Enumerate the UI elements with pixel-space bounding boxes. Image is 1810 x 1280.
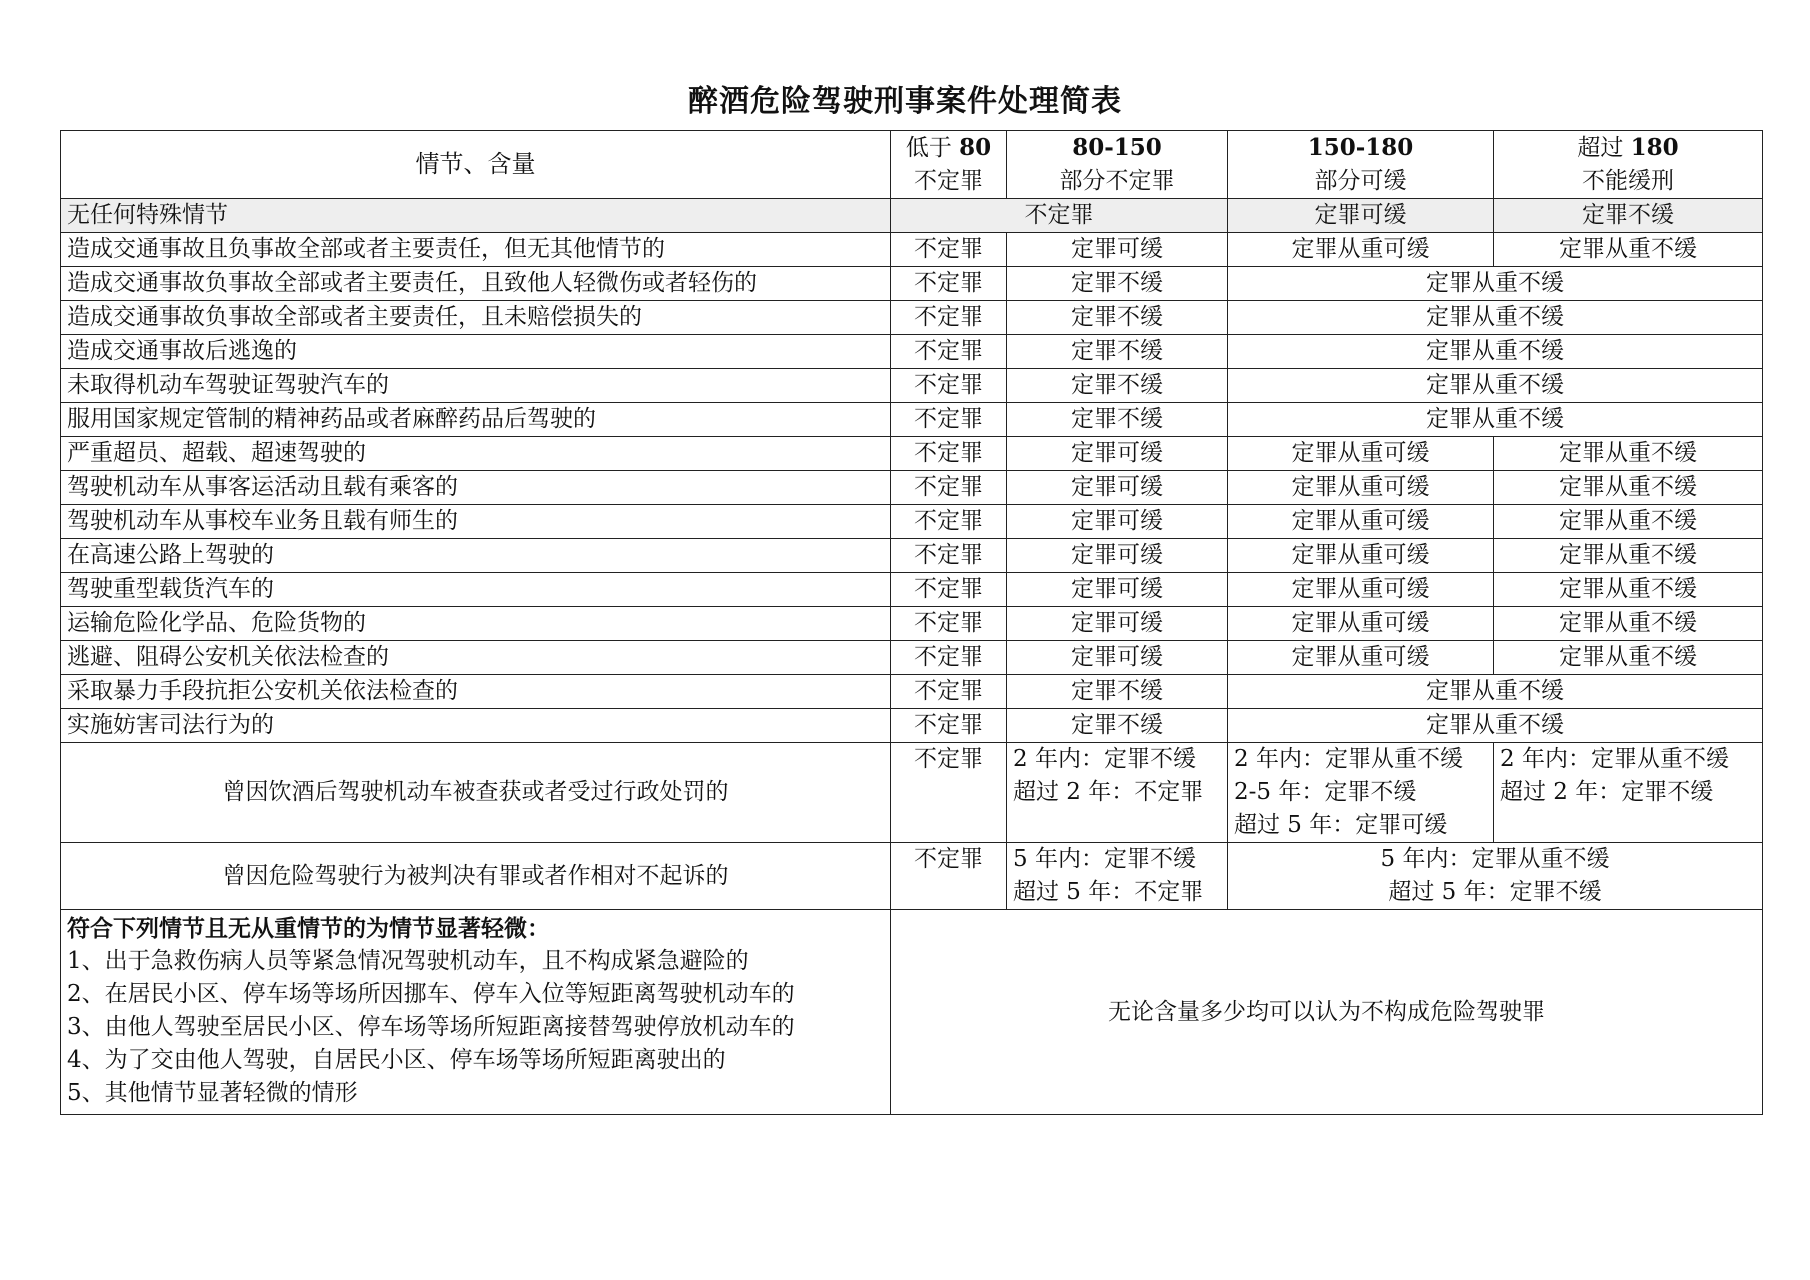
row-cell: 定罪可缓: [1007, 505, 1228, 539]
row-cell: 定罪从重不缓: [1494, 641, 1763, 675]
note-item: 4、为了交由他人驾驶，自居民小区、停车场等场所短距离驶出的: [67, 1047, 726, 1073]
cell-line: 超过 5 年：定罪可缓: [1234, 812, 1448, 838]
row-cell: 定罪从重不缓: [1228, 675, 1763, 709]
table-row: [61, 471, 1763, 505]
table-row: [61, 607, 1763, 641]
cell-line: 超过 2 年：不定罪: [1013, 779, 1204, 805]
row-label: 驾驶重型载货汽车的: [61, 573, 891, 607]
row-cell: 不定罪: [891, 369, 1007, 403]
row-cell: 定罪从重可缓: [1228, 471, 1494, 505]
row-cell: 定罪可缓: [1007, 573, 1228, 607]
row-label: 曾因危险驾驶行为被判决有罪或者作相对不起诉的: [61, 843, 891, 910]
row-cell: 不定罪: [891, 539, 1007, 573]
page-title: 醉酒危险驾驶刑事案件处理简表: [688, 84, 1122, 119]
row-cell: 定罪从重不缓: [1228, 335, 1763, 369]
row-cell: 定罪从重可缓: [1228, 641, 1494, 675]
cell-line: 2 年内：定罪从重不缓: [1500, 746, 1729, 772]
row-cell: 不定罪: [891, 233, 1007, 267]
table-row: [61, 709, 1763, 743]
row-cell: 定罪可缓: [1007, 607, 1228, 641]
row-label: 造成交通事故且负事故全部或者主要责任，但无其他情节的: [61, 233, 891, 267]
header-col-1-sub: 不定罪: [914, 168, 983, 194]
row-label: 实施妨害司法行为的: [61, 709, 891, 743]
table-row: [61, 675, 1763, 709]
cell-line: 2 年内：定罪从重不缓: [1234, 746, 1463, 772]
header-col-1-num: 80: [959, 134, 992, 161]
row-cell: 定罪不缓: [1494, 199, 1763, 233]
table-row-prior-conviction: [61, 843, 1763, 910]
table-row: [61, 267, 1763, 301]
header-col-4: [1494, 131, 1763, 199]
row-cell: 不定罪: [891, 335, 1007, 369]
row-cell: 不定罪: [891, 743, 1007, 843]
table-row-minor-circumstances: [61, 910, 1763, 1115]
cell-line: 5 年内：定罪从重不缓: [1380, 846, 1610, 872]
row-label: 运输危险化学品、危险货物的: [61, 607, 891, 641]
cell-line: 超过 5 年：不定罪: [1013, 879, 1204, 905]
row-cell: 不定罪: [891, 505, 1007, 539]
table-row: [61, 199, 1763, 233]
cell-line: 2 年内：定罪不缓: [1013, 746, 1196, 772]
row-cell: 定罪可缓: [1007, 641, 1228, 675]
row-cell: 定罪从重可缓: [1228, 539, 1494, 573]
header-col-3-sub: 部分可缓: [1314, 168, 1407, 194]
cell-line: 超过 2 年：定罪不缓: [1500, 779, 1714, 805]
row-cell: 定罪从重不缓: [1494, 573, 1763, 607]
table-row: [61, 403, 1763, 437]
row-cell: 不定罪: [891, 301, 1007, 335]
row-label: 曾因饮酒后驾驶机动车被查获或者受过行政处罚的: [61, 743, 891, 843]
header-col-4-num: 180: [1630, 134, 1679, 161]
case-table: [60, 130, 1763, 1115]
row-cell: 不定罪: [891, 471, 1007, 505]
row-cell: 定罪可缓: [1007, 471, 1228, 505]
row-cell: 不定罪: [891, 573, 1007, 607]
row-label: 造成交通事故负事故全部或者主要责任，且未赔偿损失的: [61, 301, 891, 335]
row-cell: 定罪从重不缓: [1494, 607, 1763, 641]
row-cell: 定罪不缓: [1007, 301, 1228, 335]
row-cell: 定罪从重可缓: [1228, 437, 1494, 471]
table-row: [61, 233, 1763, 267]
row-cell: 不定罪: [891, 199, 1228, 233]
row-label: 严重超员、超载、超速驾驶的: [61, 437, 891, 471]
header-row: [61, 131, 1763, 199]
row-cell: 定罪从重不缓: [1228, 369, 1763, 403]
note-cell: [61, 910, 891, 1115]
row-label: 逃避、阻碍公安机关依法检查的: [61, 641, 891, 675]
row-label: 在高速公路上驾驶的: [61, 539, 891, 573]
row-cell: 定罪从重不缓: [1494, 233, 1763, 267]
table-row-prior-drunk-driving: [61, 743, 1763, 843]
cell-line: 5 年内：定罪不缓: [1013, 846, 1196, 872]
row-cell: 不定罪: [891, 267, 1007, 301]
row-cell: [1007, 743, 1228, 843]
table-row: [61, 505, 1763, 539]
row-cell: 定罪从重可缓: [1228, 505, 1494, 539]
row-cell: 定罪从重不缓: [1494, 437, 1763, 471]
header-col-4-prefix: 超过: [1577, 135, 1631, 161]
header-circumstance: 情节、含量: [61, 131, 891, 199]
table-row: [61, 437, 1763, 471]
row-cell: 不定罪: [891, 675, 1007, 709]
header-col-4-sub: 不能缓刑: [1582, 168, 1674, 194]
row-cell: [1228, 743, 1494, 843]
header-col-2-num: 80-150: [1072, 134, 1162, 161]
note-item: 2、在居民小区、停车场等场所因挪车、停车入位等短距离驾驶机动车的: [67, 981, 795, 1007]
header-col-2: [1007, 131, 1228, 199]
table-row: [61, 641, 1763, 675]
row-cell: 定罪从重不缓: [1228, 709, 1763, 743]
row-label: 驾驶机动车从事校车业务且载有师生的: [61, 505, 891, 539]
table-row: [61, 539, 1763, 573]
cell-line: 超过 5 年：定罪不缓: [1388, 879, 1602, 905]
note-item: 5、其他情节显著轻微的情形: [67, 1080, 358, 1106]
row-cell: 定罪从重不缓: [1494, 505, 1763, 539]
row-label: 无任何特殊情节: [61, 199, 891, 233]
header-col-1: [891, 131, 1007, 199]
row-cell: 定罪可缓: [1228, 199, 1494, 233]
note-item: 1、出于急救伤病人员等紧急情况驾驶机动车，且不构成紧急避险的: [67, 948, 749, 974]
row-cell: 定罪从重可缓: [1228, 573, 1494, 607]
row-label: 驾驶机动车从事客运活动且载有乘客的: [61, 471, 891, 505]
row-cell: 定罪从重不缓: [1494, 539, 1763, 573]
header-col-1-prefix: 低于: [905, 135, 960, 161]
row-cell: 定罪从重可缓: [1228, 607, 1494, 641]
row-cell: 定罪可缓: [1007, 233, 1228, 267]
row-label: 造成交通事故后逃逸的: [61, 335, 891, 369]
row-cell: 不定罪: [891, 641, 1007, 675]
header-col-3: [1228, 131, 1494, 199]
header-col-3-num: 150-180: [1307, 134, 1414, 161]
row-cell: 定罪从重不缓: [1494, 471, 1763, 505]
row-cell: 定罪从重不缓: [1228, 403, 1763, 437]
row-cell: 不定罪: [891, 607, 1007, 641]
row-cell: 定罪不缓: [1007, 267, 1228, 301]
row-cell: 定罪可缓: [1007, 539, 1228, 573]
row-label: 未取得机动车驾驶证驾驶汽车的: [61, 369, 891, 403]
row-cell: [1494, 743, 1763, 843]
table-row: [61, 573, 1763, 607]
row-cell: 定罪不缓: [1007, 403, 1228, 437]
row-cell: 定罪不缓: [1007, 369, 1228, 403]
row-cell: [1007, 843, 1228, 910]
row-cell: [1228, 843, 1763, 910]
row-cell: 定罪不缓: [1007, 335, 1228, 369]
row-cell: 定罪不缓: [1007, 709, 1228, 743]
row-cell: 定罪从重可缓: [1228, 233, 1494, 267]
cell-line: 2-5 年：定罪不缓: [1234, 779, 1417, 805]
table-row: [61, 301, 1763, 335]
row-cell: 定罪不缓: [1007, 675, 1228, 709]
row-cell: 不定罪: [891, 709, 1007, 743]
row-label: 服用国家规定管制的精神药品或者麻醉药品后驾驶的: [61, 403, 891, 437]
header-col-2-sub: 部分不定罪: [1059, 168, 1175, 194]
row-cell: 不定罪: [891, 403, 1007, 437]
table-row: [61, 369, 1763, 403]
row-label: 采取暴力手段抗拒公安机关依法检查的: [61, 675, 891, 709]
row-cell: 定罪可缓: [1007, 437, 1228, 471]
row-cell: 定罪从重不缓: [1228, 301, 1763, 335]
table-row: [61, 335, 1763, 369]
row-cell: 不定罪: [891, 843, 1007, 910]
row-cell: 定罪从重不缓: [1228, 267, 1763, 301]
note-item: 3、由他人驾驶至居民小区、停车场等场所短距离接替驾驶停放机动车的: [67, 1014, 795, 1040]
note-title: 符合下列情节且无从重情节的为情节显著轻微：: [67, 915, 550, 942]
note-conclusion: 无论含量多少均可以认为不构成危险驾驶罪: [891, 910, 1763, 1115]
row-label: 造成交通事故负事故全部或者主要责任，且致他人轻微伤或者轻伤的: [61, 267, 891, 301]
row-cell: 不定罪: [891, 437, 1007, 471]
